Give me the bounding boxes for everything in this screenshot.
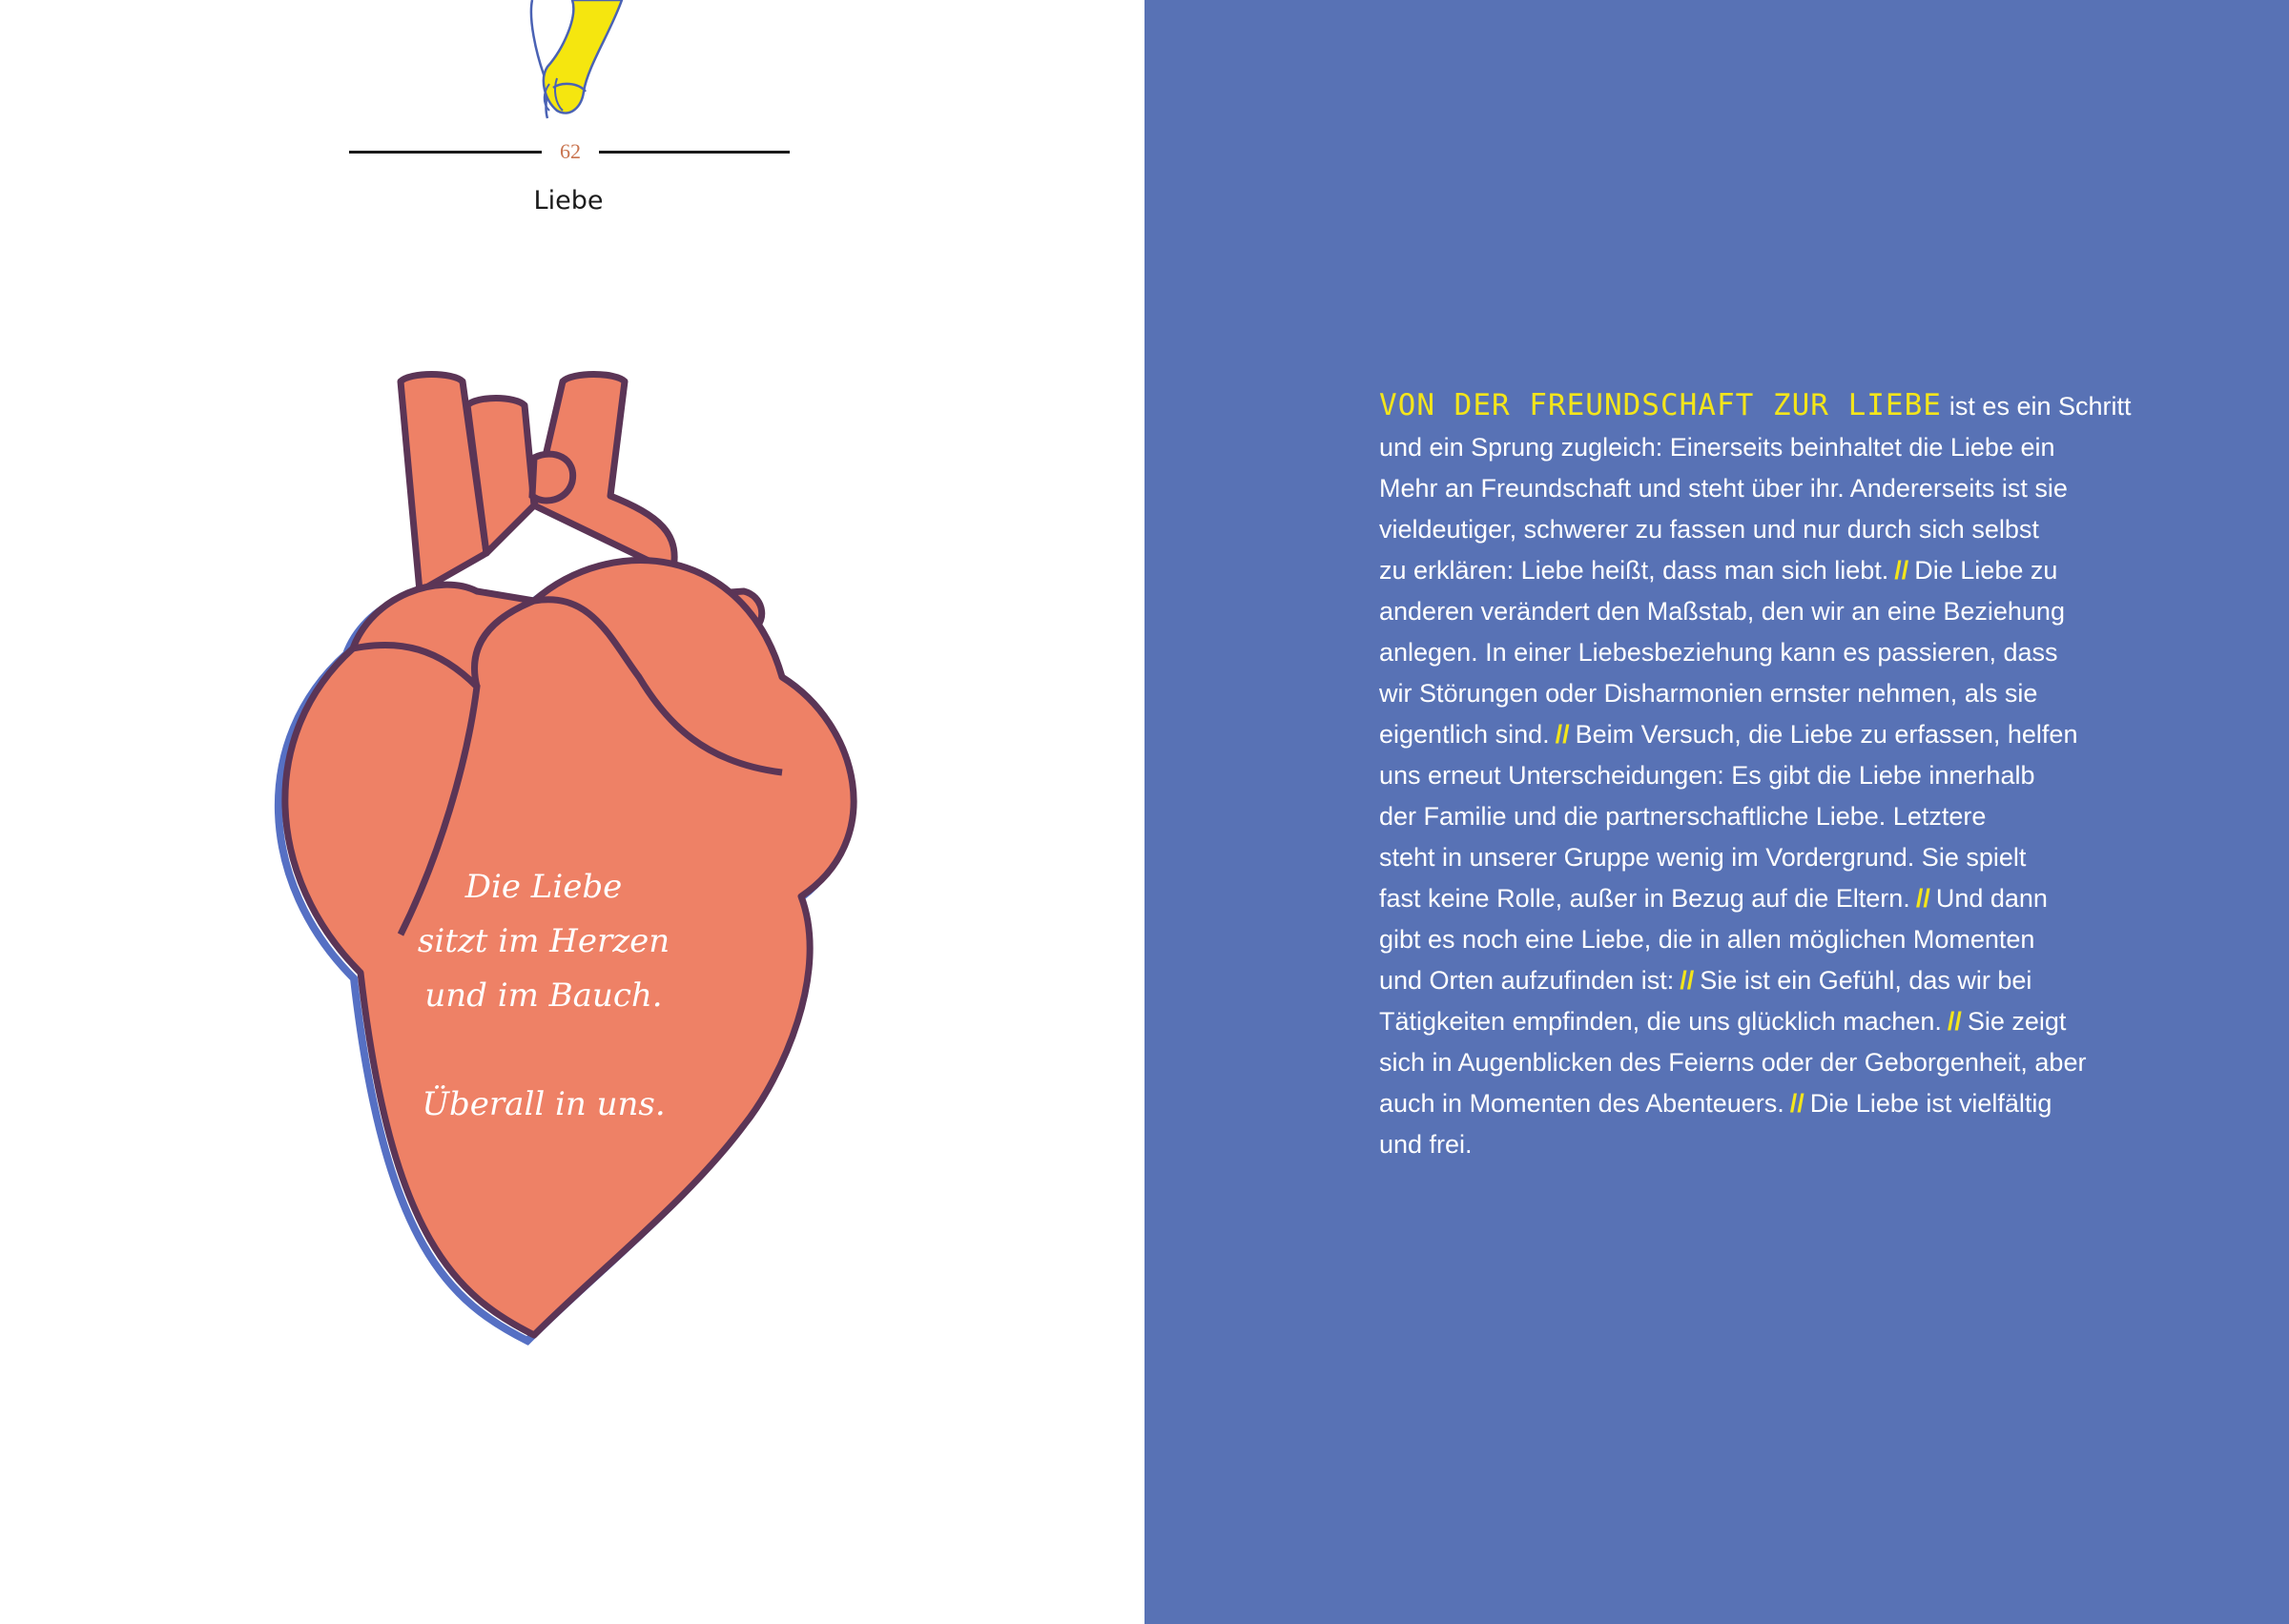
body-line-text: anlegen. In einer Liebesbeziehung kann es passieren, dass bbox=[1379, 638, 2058, 667]
body-text bbox=[1379, 385, 2161, 1165]
body-line bbox=[1379, 1083, 2161, 1124]
body-line-text: fast keine Rolle, außer in Bezug auf die Eltern. bbox=[1379, 884, 1910, 913]
separator: // bbox=[1789, 1089, 1804, 1118]
rule-right bbox=[599, 151, 790, 154]
body-line bbox=[1379, 1001, 2161, 1042]
body-line bbox=[1379, 796, 2161, 837]
heart-quote bbox=[382, 860, 706, 1132]
body-line-text: gibt es noch eine Liebe, die in allen möglichen Momenten bbox=[1379, 925, 2035, 954]
lead-heading: VON DER FREUNDSCHAFT ZUR LIEBE bbox=[1379, 388, 1942, 422]
body-line-text: uns erneut Unterscheidungen: Es gibt die Liebe innerhalb bbox=[1379, 761, 2035, 790]
separator: // bbox=[1894, 556, 1909, 585]
body-line bbox=[1379, 878, 2161, 919]
body-line-text: sich in Augenblicken des Feierns oder der Geborgenheit, aber bbox=[1379, 1048, 2087, 1077]
body-line-text: und ein Sprung zugleich: Einerseits beinhaltet die Liebe ein bbox=[1379, 433, 2055, 462]
body-line bbox=[1379, 632, 2161, 673]
left-page bbox=[0, 0, 1144, 1624]
body-line bbox=[1379, 673, 2161, 714]
body-line-text: steht in unserer Gruppe wenig im Vordergrund. Sie spielt bbox=[1379, 843, 2027, 872]
body-line bbox=[1379, 427, 2161, 468]
body-line-text: Beim Versuch, die Liebe zu erfassen, helfen bbox=[1575, 720, 2078, 749]
body-line-text: Mehr an Freundschaft und steht über ihr. Andererseits ist sie bbox=[1379, 474, 2068, 503]
heart-quote-closing: Überall in uns. bbox=[422, 1085, 666, 1123]
hand-holding-cup-illustration bbox=[515, 0, 649, 124]
body-line bbox=[1379, 468, 2161, 509]
body-line bbox=[1379, 509, 2161, 550]
body-line bbox=[1379, 385, 2161, 427]
separator: // bbox=[1947, 1007, 1962, 1036]
body-line bbox=[1379, 591, 2161, 632]
body-line-text: Die Liebe zu bbox=[1914, 556, 2058, 585]
separator: // bbox=[1555, 720, 1570, 749]
body-line-text: ist es ein Schritt bbox=[1949, 392, 2132, 421]
body-line-text: wir Störungen oder Disharmonien ernster nehmen, als sie bbox=[1379, 679, 2038, 708]
heart-quote-spacer bbox=[382, 1023, 706, 1078]
separator: // bbox=[1915, 884, 1930, 913]
body-line-text: eigentlich sind. bbox=[1379, 720, 1550, 749]
heart-quote-line: und im Bauch. bbox=[424, 976, 663, 1015]
heart-quote-line: Die Liebe bbox=[464, 868, 623, 906]
body-line bbox=[1379, 919, 2161, 960]
page-number: 62 bbox=[560, 139, 581, 163]
body-line bbox=[1379, 714, 2161, 755]
body-line-text: Tätigkeiten empfinden, die uns glücklich machen. bbox=[1379, 1007, 1942, 1036]
body-line-text: Die Liebe ist vielfältig bbox=[1809, 1089, 2052, 1118]
body-line bbox=[1379, 550, 2161, 591]
vessel-small bbox=[532, 454, 573, 501]
body-line bbox=[1379, 755, 2161, 796]
heart-illustration bbox=[248, 362, 858, 1354]
body-line-text: zu erklären: Liebe heißt, dass man sich liebt. bbox=[1379, 556, 1889, 585]
separator: // bbox=[1680, 966, 1695, 995]
body-line bbox=[1379, 1124, 2161, 1165]
body-line-text: auch in Momenten des Abenteuers. bbox=[1379, 1089, 1784, 1118]
section-title: Liebe bbox=[533, 186, 604, 216]
body-line bbox=[1379, 837, 2161, 878]
body-line-text: und Orten aufzufinden ist: bbox=[1379, 966, 1675, 995]
body-line-text: vieldeutiger, schwerer zu fassen und nur durch sich selbst bbox=[1379, 515, 2039, 544]
body-line-text: der Familie und die partnerschaftliche Liebe. Letztere bbox=[1379, 802, 1987, 831]
body-line-text: Und dann bbox=[1935, 884, 2048, 913]
body-line-text: und frei. bbox=[1379, 1130, 1473, 1159]
body-line-text: Sie ist ein Gefühl, das wir bei bbox=[1700, 966, 2032, 995]
heart-quote-line: sitzt im Herzen bbox=[417, 922, 670, 960]
body-line bbox=[1379, 1042, 2161, 1083]
rule-left bbox=[349, 151, 542, 154]
body-line-text: Sie zeigt bbox=[1967, 1007, 2067, 1036]
body-line-text: anderen verändert den Maßstab, den wir an eine Beziehung bbox=[1379, 597, 2065, 626]
body-line bbox=[1379, 960, 2161, 1001]
